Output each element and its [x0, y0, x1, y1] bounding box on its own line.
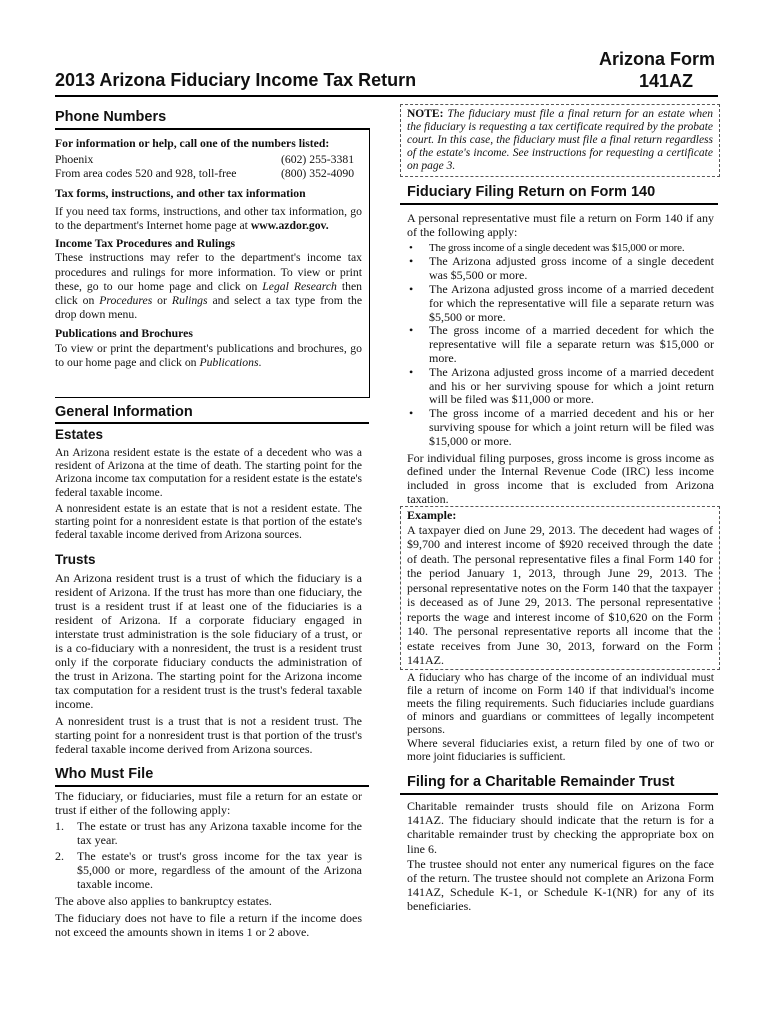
trusts-paragraph-1: An Arizona resident trust is a trust of which the fiduciary is a resident of Arizona. If the trust has more than one fiduciary, the trust is a resident trust if at least one of the fiduciaries is a resident of Arizona. If a corporate fiduciary engaged in interstate trust administration is the sole fiduciary of a trust, or is a co-fiduciary with a nonresident, the trust is a resident trust only if the corporate fiduciary conducts the administration of the trust in Arizona. The starting point for the Arizona income tax computation for a resident trust is the trust's federal taxable income. [55, 571, 362, 711]
gross-income-paragraph: For individual filing purposes, gross income is gross income as defined under the Internal Revenue Code (IRC) less income included in gross income that is excluded from Arizona taxation. [407, 450, 714, 506]
general-heading-rule [55, 422, 369, 424]
charitable-paragraph-2: The trustee should not enter any numerical figures on the face of the return. The trustee should not complete an Arizona Form 141AZ, Schedule K-1, or Schedule K-1(NR) for any of its beneficiaries. [407, 856, 714, 914]
who-intro: The fiduciary, or fiduciaries, must file a return for an estate or trust if either of the following apply: [55, 789, 362, 817]
example-text: A taxpayer died on June 29, 2013. The decedent had wages of $9,700 and interest income of $920 received through the date of death. The personal representative files a final Form 140 for the period January 1, 2013, through June 29, 2013. The personal representative notes on the Form 140 that the taxpayer is deceased as of June 29, 2013. The personal representative reports the wage and interest income of $10,620 on the Form 140. The personal representative reports all income that the estate receives from June 30, 2013, forward on the Form 141AZ. [407, 522, 713, 667]
page-title: 2013 Arizona Fiduciary Income Tax Return [55, 70, 417, 90]
estates-paragraph-1: An Arizona resident estate is the estate of a decedent who was a resident of Arizona at the time of death. The starting point for the Arizona income tax computation for a resident estate is the estate's federal taxable income. [55, 447, 362, 499]
publications-heading: Publications and Brochures [55, 327, 193, 341]
list-text: The estate or trust has any Arizona taxable income for the tax year. [77, 819, 362, 847]
trusts-heading: Trusts [55, 552, 96, 567]
list-item: • The gross income of a married decedent and his or her surviving spouse for which a joint return will be filed was $15,000 or more. [407, 407, 714, 448]
note-label: NOTE: [407, 108, 444, 120]
who-heading-rule [55, 785, 369, 787]
note-text [407, 108, 713, 173]
procedures-text-part: then click on [55, 279, 362, 308]
list-item: • The gross income of a single decedent was $15,000 or more. [407, 242, 714, 256]
example-label: Example: [407, 508, 457, 522]
list-number: 1. [55, 819, 64, 833]
list-item: • The gross income of a married decedent for which the representative will file a separate return was $15,000 or more. [407, 324, 714, 365]
procedures-link[interactable]: Procedures [99, 294, 153, 308]
several-fiduciaries-paragraph: Where several fiduciaries exist, a return filed by one of two or more joint fiduciaries is sufficient. [407, 738, 714, 763]
procedures-text-part: These instructions may refer to the department's income tax procedures and rulings for more information. To view or print these, go to our home page and click on [55, 251, 362, 293]
charitable-heading-rule [400, 793, 718, 795]
header-rule [55, 95, 718, 97]
form-140-bullets [407, 242, 714, 449]
list-item [55, 819, 362, 847]
form-140-intro: A personal representative must file a return on Form 140 if any of the following apply: [407, 211, 714, 239]
who-must-file-heading: Who Must File [55, 766, 154, 782]
publications-text [55, 342, 362, 370]
phone-label: Phoenix [55, 153, 94, 167]
legal-research-link[interactable]: Legal Research [262, 279, 337, 293]
example-section [407, 508, 713, 668]
form-140-heading-rule [400, 203, 718, 205]
charitable-paragraph-1: Charitable remainder trusts should file on Arizona Form 141AZ. The fiduciary should indicate that the return is for a charitable remainder trust by checking the appropriate box on line 6. [407, 799, 714, 856]
form-140-section [407, 212, 714, 507]
estates-section [55, 447, 362, 542]
phone-number: (800) 352-4090 [281, 167, 355, 181]
list-item [55, 849, 362, 891]
forms-heading: Tax forms, instructions, and other tax information [55, 186, 306, 200]
phone-row-tollfree [55, 167, 362, 181]
who-list [55, 819, 362, 891]
who-paragraph-1: The above also applies to bankruptcy estates. [55, 894, 272, 908]
publications-end: . [258, 355, 262, 369]
note-body: The fiduciary must file a final return for an estate when the fiduciary is requesting a tax certificate required by the probate court. In this case, the fiduciary must file a final return regardless of the estate's income. See instructions for requesting a certificate on page 3. [407, 108, 713, 172]
website-link[interactable]: www.azdor.gov. [250, 219, 329, 233]
who-must-file-section [55, 789, 362, 939]
phone-number: (602) 255-3381 [281, 153, 355, 167]
phone-heading-rule [55, 128, 369, 130]
phone-intro: For information or help, call one of the numbers listed: [55, 137, 330, 150]
estates-paragraph-2: A nonresident estate is an estate that is not a resident estate. The starting point for a nonresident estate is that portion of the estate's federal taxable income derived from Arizona sources. [55, 502, 362, 542]
general-information-heading: General Information [55, 404, 193, 420]
publications-link[interactable]: Publications [199, 355, 259, 369]
procedures-text-part: or [157, 294, 167, 308]
phone-box-right-border [369, 128, 370, 398]
charitable-trust-heading: Filing for a Charitable Remainder Trust [407, 774, 675, 790]
procedures-text-part: and select a tax type from the drop down menu. [55, 294, 363, 322]
fiduciary-charge-paragraph: A fiduciary who has charge of the income of an individual must file a return of income on Form 140 if that individual's income meets the filing requirements. Such fiduciaries include guardians of minors and guardians or committees of legally incompetent persons. [407, 672, 714, 736]
form-140-heading: Fiduciary Filing Return on Form 140 [407, 184, 656, 200]
phone-numbers-box [55, 137, 362, 370]
phone-numbers-heading: Phone Numbers [55, 109, 167, 125]
who-paragraph-2: The fiduciary does not have to file a return if the income does not exceed the amounts shown in items 1 or 2 above. [55, 911, 362, 939]
trusts-section [55, 571, 362, 756]
form-title-line1: Arizona Form [598, 49, 715, 69]
procedures-text [55, 251, 362, 322]
list-item: • The Arizona adjusted gross income of a single decedent was $5,500 or more. [407, 255, 714, 283]
publications-text-body: To view or print the department's publications and brochures, go to our home page and click on [55, 341, 362, 369]
list-number: 2. [55, 849, 64, 863]
forms-text-body: If you need tax forms, instructions, and other tax information, go to the department's Internet home page at [55, 204, 362, 233]
rulings-link[interactable]: Rulings [171, 294, 208, 308]
form-number-title [515, 48, 715, 92]
estates-heading: Estates [55, 427, 104, 442]
list-item: • The Arizona adjusted gross income of a married decedent for which the representative will file a separate return was $5,500 or more. [407, 283, 714, 324]
list-text: The estate's or trust's gross income for the tax year is $5,000 or more, regardless of the amount of the Arizona taxable income. [77, 849, 362, 891]
phone-row-phoenix [55, 153, 362, 167]
trusts-paragraph-2: A nonresident trust is a trust that is not a resident trust. The starting point for a nonresident trust is that portion of the trust's federal taxable income derived from Arizona sources. [55, 714, 362, 756]
charitable-section [407, 799, 714, 914]
list-item: • The Arizona adjusted gross income of a married decedent and his or her surviving spouse for which a joint return will be filed was $11,000 or more. [407, 366, 714, 407]
forms-text [55, 205, 362, 233]
phone-label: From area codes 520 and 928, toll-free [55, 167, 237, 181]
form-title-line2: 141AZ [638, 71, 693, 91]
procedures-heading: Income Tax Procedures and Rulings [55, 237, 236, 251]
phone-box-bottom-border [55, 397, 370, 398]
fiduciary-charge-section [407, 672, 714, 764]
